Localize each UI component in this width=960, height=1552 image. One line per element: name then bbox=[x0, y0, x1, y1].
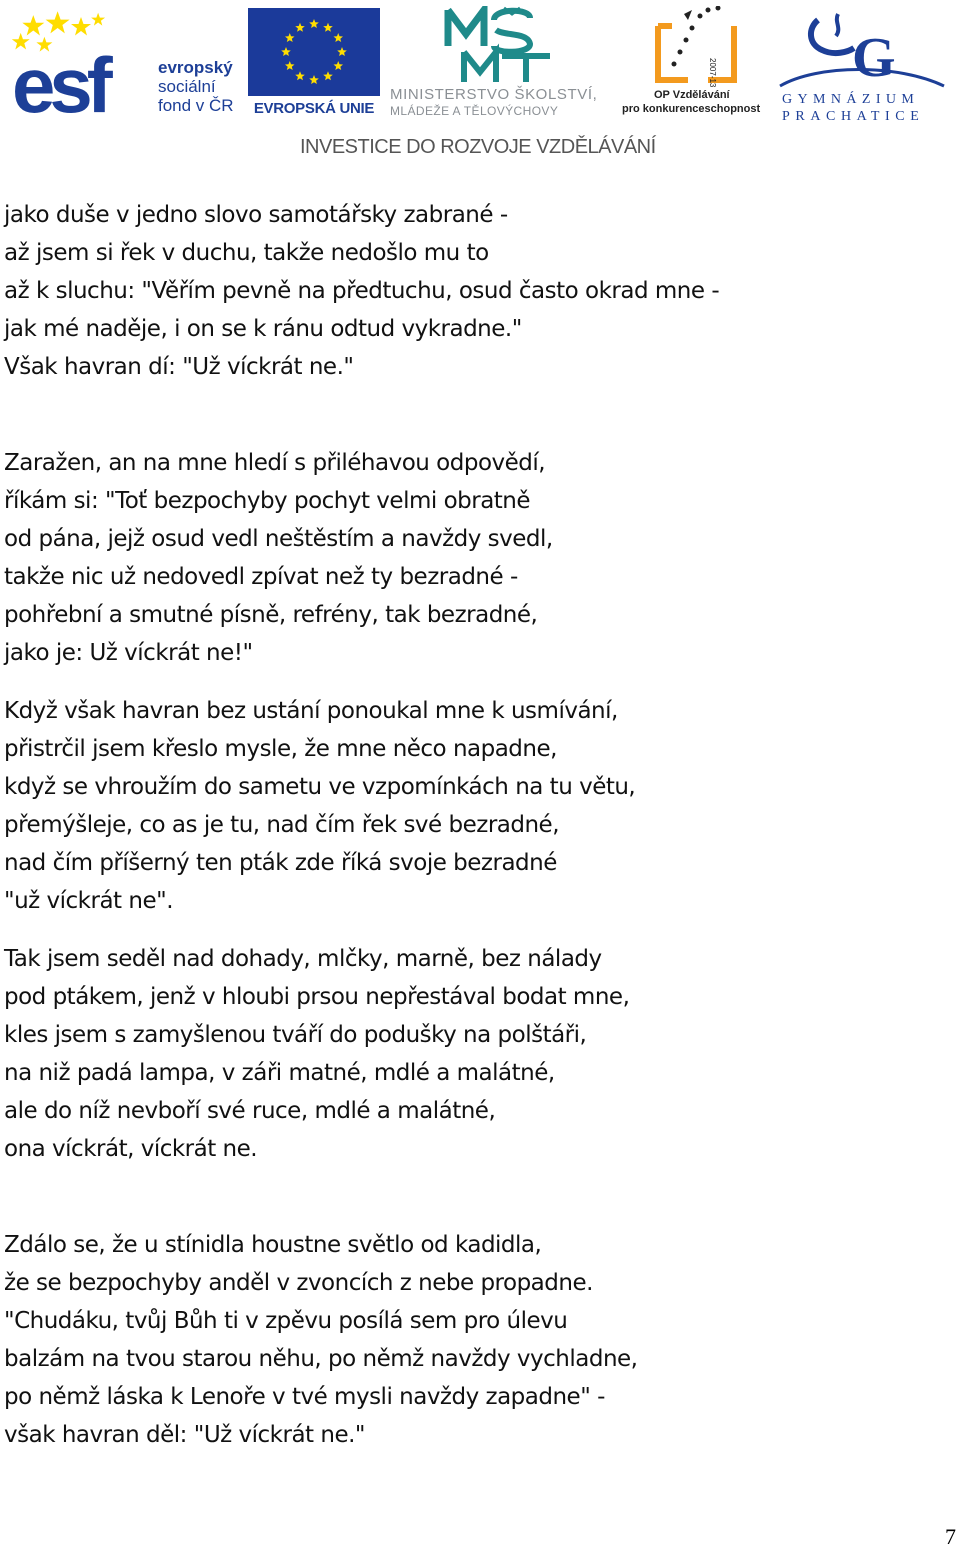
msmt-mark-icon bbox=[444, 6, 554, 84]
eu-caption: EVROPSKÁ UNIE bbox=[253, 100, 375, 117]
esf-line1: evropský bbox=[158, 58, 233, 77]
eu-flag-icon bbox=[248, 8, 380, 96]
poem-line: přemýšleje, co as je tu, nad čím řek své bezradné, bbox=[4, 812, 560, 838]
poem-line: až jsem si řek v duchu, takže nedošlo mu to bbox=[4, 240, 489, 266]
stanza-gap bbox=[4, 386, 904, 444]
header-tagline: INVESTICE DO ROZVOJE VZDĚLÁVÁNÍ bbox=[300, 136, 656, 158]
eu-star-icon bbox=[334, 61, 344, 70]
svg-text:G: G bbox=[852, 27, 896, 89]
eu-star-icon bbox=[323, 23, 333, 32]
eu-star-icon bbox=[295, 23, 305, 32]
eu-star-icon bbox=[285, 61, 295, 70]
eu-star-icon bbox=[334, 33, 344, 42]
poem-line: Však havran dí: "Už víckrát ne." bbox=[4, 354, 354, 380]
poem-line: Zdálo se, že u stínidla houstne světlo od kadidla, bbox=[4, 1232, 542, 1258]
stanza bbox=[4, 196, 904, 386]
poem-line: po němž láska k Lenoře v tvé mysli navždy zapadne" - bbox=[4, 1384, 605, 1410]
op-logo bbox=[620, 6, 770, 118]
poem-line: až k sluchu: "Věřím pevně na předtuchu, osud často okrad mne - bbox=[4, 278, 720, 304]
poem-line: jako je: Už víckrát ne!" bbox=[4, 640, 253, 666]
msmt-logo bbox=[386, 6, 616, 118]
poem-line: Když však havran bez ustání ponoukal mne k usmívání, bbox=[4, 698, 618, 724]
eu-star-icon bbox=[323, 71, 333, 80]
poem-line: přistrčil jsem křeslo mysle, že mne něco napadne, bbox=[4, 736, 557, 762]
eu-star-icon bbox=[337, 47, 347, 56]
op-line2: pro konkurenceschopnost bbox=[622, 103, 761, 115]
stanza bbox=[4, 940, 904, 1168]
stanza bbox=[4, 444, 904, 672]
stanza-gap bbox=[4, 920, 904, 940]
esf-line2: sociální bbox=[158, 77, 216, 96]
poem-line: nad čím příšerný ten pták zde říká svoje bezradné bbox=[4, 850, 557, 876]
poem-line: takže nic už nedovedl zpívat než ty bezradné - bbox=[4, 564, 518, 590]
poem-line: však havran děl: "Už víckrát ne." bbox=[4, 1422, 366, 1448]
stanza bbox=[4, 1226, 904, 1454]
svg-text:esf: esf bbox=[12, 41, 107, 116]
gymnazium-line2: PRACHATICE bbox=[782, 109, 925, 124]
eu-star-icon bbox=[309, 75, 319, 84]
poem-line: ona víckrát, víckrát ne. bbox=[4, 1136, 258, 1162]
poem-line: když se vhroužím do sametu ve vzpomínkách na tu větu, bbox=[4, 774, 636, 800]
logo-bar bbox=[0, 0, 960, 170]
poem-line: že se bezpochyby anděl v zvoncích z nebe propadne. bbox=[4, 1270, 593, 1296]
poem-line: jak mé naděje, i on se k ránu odtud vykradne." bbox=[4, 316, 522, 342]
poem-line: kles jsem s zamyšlenou tváří do podušky na polštáři, bbox=[4, 1022, 587, 1048]
poem-line: od pána, jejž osud vedl neštěstím a navždy svedl, bbox=[4, 526, 553, 552]
poem-line: balzám na tvou starou něhu, po němž navždy vychladne, bbox=[4, 1346, 638, 1372]
esf-line3: fond v ČR bbox=[158, 96, 234, 115]
poem-body bbox=[4, 196, 904, 1454]
poem-line: pod ptákem, jenž v hloubi prsou nepřestával bodat mne, bbox=[4, 984, 630, 1010]
poem-line: Zaražen, an na mne hledí s přiléhavou odpovědí, bbox=[4, 450, 546, 476]
gymnazium-mark-icon bbox=[778, 8, 946, 90]
eu-star-icon bbox=[309, 19, 319, 28]
gymnazium-line1: GYMNÁZIUM bbox=[782, 92, 920, 107]
poem-line: jako duše v jedno slovo samotářsky zabrané - bbox=[4, 202, 508, 228]
msmt-line2: MLÁDEŽE A TĚLOVÝCHOVY bbox=[390, 104, 559, 118]
gymnazium-logo bbox=[776, 8, 948, 124]
stanza bbox=[4, 692, 904, 920]
eu-star-icon bbox=[295, 71, 305, 80]
poem-line: na niž padá lampa, v záři matné, mdlé a malátné, bbox=[4, 1060, 555, 1086]
poem-line: "už víckrát ne". bbox=[4, 888, 174, 914]
eu-star-icon bbox=[281, 47, 291, 56]
esf-logo bbox=[12, 8, 240, 116]
eu-logo bbox=[246, 8, 382, 116]
poem-line: ale do níž nevboří své ruce, mdlé a malátné, bbox=[4, 1098, 496, 1124]
page-number: 7 bbox=[945, 1524, 956, 1549]
poem-line: říkám si: "Toť bezpochyby pochyt velmi obratně bbox=[4, 488, 531, 514]
op-line1: OP Vzdělávání bbox=[654, 89, 730, 101]
op-mark-icon bbox=[648, 6, 744, 90]
stanza-gap bbox=[4, 672, 904, 692]
poem-line: "Chudáku, tvůj Bůh ti v zpěvu posílá sem pro úlevu bbox=[4, 1308, 568, 1334]
msmt-line1: MINISTERSTVO ŠKOLSTVÍ, bbox=[390, 86, 598, 103]
eu-star-icon bbox=[285, 33, 295, 42]
stanza-gap bbox=[4, 1168, 904, 1226]
poem-line: pohřební a smutné písně, refrény, tak bezradné, bbox=[4, 602, 538, 628]
svg-text:2007-13: 2007-13 bbox=[708, 58, 717, 88]
esf-mark-icon bbox=[12, 8, 152, 116]
poem-line: Tak jsem seděl nad dohady, mlčky, marně, bez nálady bbox=[4, 946, 602, 972]
